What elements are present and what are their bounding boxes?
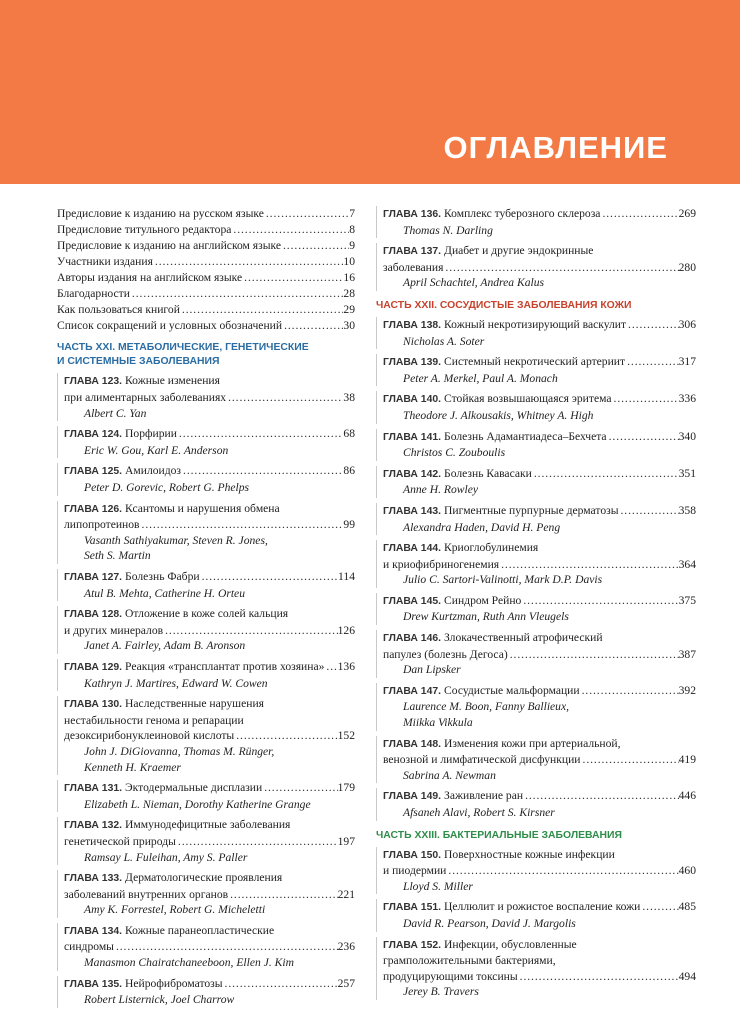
chapter-entry (57, 870, 355, 918)
chapter-number: ГЛАВА 128. (64, 609, 123, 621)
entry-title: дезоксирибонуклеиновой кислоты (64, 729, 235, 743)
dot-leader (264, 206, 349, 222)
entry-title: ГЛАВА 145. Синдром Рейно (383, 593, 522, 607)
chapter-authors: Laurence M. Boon, Fanny Ballieux, (403, 700, 570, 714)
page-number: 136 (337, 659, 355, 673)
toc-entry-line: ГЛАВА 152. Инфекции, обусловленные (383, 937, 696, 954)
page-number: 86 (343, 464, 355, 478)
entry-title: липопротеинов (64, 518, 140, 532)
chapter-authors: Anne H. Rowley (403, 483, 479, 497)
toc-entry-line (383, 683, 696, 700)
dot-leader (130, 286, 343, 302)
dot-leader (228, 887, 338, 903)
chapter-number: ГЛАВА 151. (383, 902, 442, 914)
part-heading: ЧАСТЬ XXI. МЕТАБОЛИЧЕСКИЕ, ГЕНЕТИЧЕСКИЕ И СИСТЕМНЫЕ ЗАБОЛЕВАНИЯ (57, 342, 309, 368)
dot-leader (626, 317, 679, 333)
chapter-authors: Atul B. Mehta, Catherine H. Orteu (84, 586, 245, 600)
toc-entry-line (383, 593, 696, 610)
chapter-authors: Theodore J. Alkousakis, Whitney A. High (403, 408, 594, 422)
toc-entry-line: грамположительными бактериями, (383, 954, 556, 968)
dot-leader (581, 752, 679, 768)
chapter-number: ГЛАВА 132. (64, 820, 123, 832)
chapter-number: ГЛАВА 144. (383, 543, 442, 555)
dot-leader (508, 647, 679, 663)
chapter-authors: Robert Listernick, Joel Charrow (84, 993, 235, 1007)
dot-leader (223, 976, 338, 992)
chapter-entry (57, 606, 355, 654)
chapter-number: ГЛАВА 126. (64, 503, 123, 515)
dot-leader (446, 863, 678, 879)
toc-entry-line (383, 788, 696, 805)
dot-leader (282, 318, 343, 334)
page-number: 197 (337, 834, 355, 848)
entry-title: Предисловие титульного редактора (57, 222, 232, 236)
dot-leader (518, 969, 679, 985)
page-number: 419 (678, 753, 696, 767)
chapter-entry (376, 899, 696, 931)
chapter-number: ГЛАВА 143. (383, 505, 442, 517)
dot-leader (580, 683, 679, 699)
dot-leader (176, 834, 338, 850)
page-number: 29 (343, 302, 355, 316)
dot-leader (600, 206, 678, 222)
chapter-authors: John J. DiGiovanna, Thomas M. Rünger, (84, 744, 275, 758)
page-number: 269 (678, 207, 696, 220)
toc-entry-line (57, 318, 355, 334)
page-number: 446 (678, 789, 696, 803)
page-number: 340 (678, 429, 696, 443)
entry-title: папулез (болезнь Дегоса) (383, 647, 508, 661)
page-number: 152 (337, 729, 355, 743)
entry-title: ГЛАВА 131. Эктодермальные дисплазии (64, 781, 263, 795)
toc-entry-line (64, 390, 355, 406)
chapter-authors: Afsaneh Alavi, Robert S. Kirsner (403, 806, 555, 819)
toc-entry-line: ГЛАВА 132. Иммунодефицитные заболевания (64, 817, 355, 834)
page-number: 485 (678, 900, 696, 914)
page-number: 10 (343, 254, 355, 268)
entry-title: ГЛАВА 129. Реакция «трансплантат против хозяина» (64, 659, 325, 673)
chapter-authors: Kathryn J. Martires, Edward W. Cowen (84, 676, 268, 690)
toc-entry-line: ГЛАВА 150. Поверхностные кожные инфекции (383, 847, 696, 864)
chapter-authors: Vasanth Sathiyakumar, Steven R. Jones, (84, 533, 268, 547)
chapter-authors: Peter D. Gorevic, Robert G. Phelps (84, 481, 250, 495)
toc-entry-line (64, 569, 355, 586)
toc-entry-line (383, 863, 696, 879)
chapter-number: ГЛАВА 133. (64, 873, 123, 885)
entry-title: ГЛАВА 138. Кожный некротизирующий васкулит (383, 317, 627, 331)
dot-leader (177, 426, 343, 442)
chapter-authors: Thomas N. Darling (403, 223, 493, 237)
page-number: 68 (343, 427, 355, 441)
chapter-authors: Elizabeth L. Nieman, Dorothy Katherine Grange (84, 797, 311, 811)
dot-leader (200, 569, 338, 585)
entry-title: и пиодермии (383, 864, 447, 878)
entry-title: Авторы издания на английском языке (57, 270, 243, 284)
chapter-number: ГЛАВА 129. (64, 661, 123, 673)
page-number: 16 (343, 270, 355, 284)
entry-title: и криофибриногенемия (383, 557, 500, 571)
entry-title: ГЛАВА 140. Стойкая возвышающаяся эритема (383, 392, 612, 406)
page-number: 358 (678, 503, 696, 517)
chapter-entry (57, 426, 355, 458)
chapter-entry (376, 593, 696, 625)
entry-title: ГЛАВА 147. Сосудистые мальформации (383, 683, 580, 697)
page-number: 7 (349, 207, 355, 220)
toc-entry-line (64, 887, 355, 903)
chapter-number: ГЛАВА 125. (64, 466, 123, 478)
toc-entry-line: нестабильности генома и репарации (64, 713, 244, 727)
chapter-entry (376, 937, 696, 1000)
chapter-entry (376, 206, 696, 238)
dot-leader (607, 429, 679, 445)
entry-title: ГЛАВА 127. Болезнь Фабри (64, 570, 200, 584)
toc-entry-line: ГЛАВА 130. Наследственные нарушения (64, 696, 355, 713)
toc-entry-line: ГЛАВА 133. Дерматологические проявления (64, 870, 355, 887)
chapter-authors: Miikka Vikkula (403, 716, 473, 730)
page-number: 114 (338, 570, 355, 584)
chapter-authors: Seth S. Martin (84, 549, 151, 563)
toc-entry-line (383, 752, 696, 768)
dot-leader (140, 517, 344, 533)
chapter-number: ГЛАВА 140. (383, 394, 442, 406)
toc-entry-line (64, 659, 355, 676)
page-title: ОГЛАВЛЕНИЕ (443, 130, 668, 165)
dot-leader (625, 354, 679, 370)
toc-entry-line (383, 391, 696, 408)
chapter-entry (57, 817, 355, 865)
part-heading: ЧАСТЬ XXIII. БАКТЕРИАЛЬНЫЕ ЗАБОЛЕВАНИЯ (376, 829, 622, 841)
dot-leader (153, 254, 344, 270)
entry-title: продуцирующими токсины (383, 969, 518, 983)
page-number: 280 (678, 260, 696, 274)
chapter-number: ГЛАВА 137. (383, 246, 442, 258)
toc-entry-line (64, 623, 355, 639)
chapter-number: ГЛАВА 150. (383, 849, 442, 861)
chapter-authors: Julio C. Sartori-Valinotti, Mark D.P. Davis (403, 573, 603, 587)
chapter-entry (57, 923, 355, 971)
chapter-number: ГЛАВА 148. (383, 738, 442, 750)
header-banner (0, 0, 740, 184)
page-number: 364 (678, 557, 696, 571)
toc-entry-line (64, 780, 355, 797)
entry-title: генетической природы (64, 834, 176, 848)
entry-title: Список сокращений и условных обозначений (57, 318, 283, 332)
chapter-authors: Drew Kurtzman, Ruth Ann Vleugels (403, 610, 569, 624)
chapter-entry (376, 429, 696, 461)
toc-entry-line (383, 466, 696, 483)
page-number: 126 (337, 623, 355, 637)
page-number: 179 (337, 781, 355, 795)
chapter-number: ГЛАВА 139. (383, 357, 442, 369)
entry-title: и других минералов (64, 623, 164, 637)
chapter-number: ГЛАВА 124. (64, 429, 123, 441)
chapter-authors: Kenneth H. Kraemer (84, 760, 181, 774)
dot-leader (226, 390, 343, 406)
dot-leader (234, 728, 337, 744)
entry-title: ГЛАВА 141. Болезнь Адамантиадеса–Бехчета (383, 429, 607, 443)
page-number: 9 (349, 238, 355, 252)
chapter-authors: Sabrina A. Newman (403, 768, 496, 782)
chapter-number: ГЛАВА 138. (383, 319, 442, 331)
page-number: 375 (678, 593, 696, 607)
chapter-number: ГЛАВА 145. (383, 595, 442, 607)
dot-leader (231, 222, 349, 238)
chapter-entry (376, 466, 696, 498)
entry-title: ГЛАВА 151. Целлюлит и рожистое воспаление кожи (383, 900, 641, 914)
entry-title: ГЛАВА 125. Амилоидоз (64, 464, 182, 478)
entry-title: Предисловие к изданию на английском языке (57, 238, 281, 252)
chapter-number: ГЛАВА 123. (64, 376, 123, 388)
toc-entry-line (383, 317, 696, 334)
dot-leader (640, 899, 678, 915)
dot-leader (532, 466, 679, 482)
dot-leader (114, 939, 338, 955)
toc-entry-line (64, 976, 355, 993)
chapter-entry (57, 976, 355, 1008)
dot-leader (181, 463, 343, 479)
page-number: 221 (337, 887, 355, 901)
entry-title: ГЛАВА 149. Заживление ран (383, 789, 524, 803)
toc-entry-line: ГЛАВА 137. Диабет и другие эндокринные (383, 243, 696, 260)
entry-title: Благодарности (57, 286, 130, 300)
chapter-number: ГЛАВА 149. (383, 791, 442, 803)
chapter-number: ГЛАВА 127. (64, 572, 123, 584)
page-number: 257 (337, 976, 355, 990)
chapter-entry (57, 501, 355, 564)
chapter-entry (376, 736, 696, 784)
toc-entry-line: ГЛАВА 134. Кожные паранеопластические (64, 923, 355, 940)
entry-title: ГЛАВА 139. Системный некротический артериит (383, 355, 626, 369)
chapter-authors: Jerey B. Travers (403, 985, 479, 999)
toc-entry-line (64, 463, 355, 480)
chapter-entry (57, 659, 355, 691)
entry-title: ГЛАВА 142. Болезнь Кавасаки (383, 466, 532, 480)
chapter-authors: Dan Lipsker (403, 663, 461, 677)
toc-entry-line: ГЛАВА 128. Отложение в коже солей кальция (64, 606, 355, 623)
toc-entry-line (57, 270, 355, 286)
chapter-entry (376, 540, 696, 588)
chapter-authors: Christos C. Zouboulis (403, 446, 506, 460)
dot-leader (242, 270, 343, 286)
entry-title: венозной и лимфатической дисфункции (383, 753, 581, 767)
entry-title: Участники издания (57, 254, 153, 268)
page-number: 236 (337, 940, 355, 954)
entry-title: заболеваний внутренних органов (64, 887, 229, 901)
chapter-number: ГЛАВА 142. (383, 468, 442, 480)
entry-title: ГЛАВА 136. Комплекс туберозного склероза (383, 207, 601, 220)
chapter-entry (376, 847, 696, 895)
page-number: 392 (678, 683, 696, 697)
toc-entry-line (383, 557, 696, 573)
dot-leader (499, 557, 678, 573)
chapter-entry (376, 683, 696, 731)
chapter-number: ГЛАВА 136. (383, 209, 442, 220)
chapter-number: ГЛАВА 141. (383, 431, 442, 443)
page-number: 30 (343, 318, 355, 332)
entry-title: заболевания (383, 260, 444, 274)
chapter-authors: Lloyd S. Miller (403, 879, 473, 893)
toc-right-column (376, 206, 696, 1005)
page-number: 387 (678, 647, 696, 661)
chapter-authors: Janet A. Fairley, Adam B. Aronson (84, 639, 246, 653)
chapter-entry (376, 503, 696, 535)
chapter-authors: Alexandra Haden, David H. Peng (403, 520, 561, 534)
chapter-number: ГЛАВА 146. (383, 633, 442, 645)
chapter-authors: David R. Pearson, David J. Margolis (403, 916, 576, 930)
toc-left-column (57, 206, 355, 1013)
toc-entry-line (64, 426, 355, 443)
chapter-number: ГЛАВА 134. (64, 925, 123, 937)
page-number: 351 (678, 466, 696, 480)
entry-title: Предисловие к изданию на русском языке (57, 207, 264, 220)
dot-leader (163, 623, 338, 639)
chapter-number: ГЛАВА 147. (383, 685, 442, 697)
toc-entry-line: ГЛАВА 146. Злокачественный атрофический (383, 630, 696, 647)
toc-entry-line: ГЛАВА 123. Кожные изменения (64, 373, 355, 390)
toc-entry-line (383, 354, 696, 371)
toc-entry-line (57, 238, 355, 254)
chapter-entry (57, 569, 355, 601)
toc-entry-line (383, 647, 696, 663)
part-heading: ЧАСТЬ XXII. СОСУДИСТЫЕ ЗАБОЛЕВАНИЯ КОЖИ (376, 299, 632, 311)
toc-entry-line (383, 503, 696, 520)
toc-entry-line (57, 222, 355, 238)
chapter-authors: Manasmon Chairatchaneeboon, Ellen J. Kim (84, 956, 294, 970)
chapter-authors: Nicholas A. Soter (403, 334, 485, 348)
toc-entry-line (57, 302, 355, 318)
entry-title: ГЛАВА 124. Порфирии (64, 427, 177, 441)
page-number: 8 (349, 222, 355, 236)
chapter-number: ГЛАВА 131. (64, 783, 123, 795)
entry-title: ГЛАВА 135. Нейрофиброматозы (64, 976, 223, 990)
chapter-entry (57, 696, 355, 775)
chapter-authors: April Schachtel, Andrea Kalus (403, 276, 545, 290)
entry-title: ГЛАВА 143. Пигментные пурпурные дерматозы (383, 503, 619, 517)
toc-entry-line (64, 939, 355, 955)
entry-title: при алиментарных заболеваниях (64, 391, 227, 405)
page-number: 336 (678, 392, 696, 406)
entry-title: Как пользоваться книгой (57, 302, 180, 316)
chapter-entry (376, 788, 696, 820)
toc-entry-line: ГЛАВА 148. Изменения кожи при артериальной, (383, 736, 696, 753)
dot-leader (619, 503, 679, 519)
dot-leader (612, 391, 679, 407)
dot-leader (523, 788, 679, 804)
chapter-entry (376, 354, 696, 386)
chapter-entry (376, 391, 696, 423)
dot-leader (324, 659, 337, 675)
chapter-authors: Albert C. Yan (84, 406, 147, 420)
toc-entry-line (64, 728, 355, 744)
toc-entry-line: ГЛАВА 126. Ксантомы и нарушения обмена (64, 501, 355, 518)
chapter-entry (57, 463, 355, 495)
chapter-entry (376, 630, 696, 678)
toc-entry-line (57, 254, 355, 270)
toc-entry-line (64, 517, 355, 533)
chapter-number: ГЛАВА 130. (64, 699, 123, 711)
chapter-number: ГЛАВА 135. (64, 978, 123, 990)
dot-leader (180, 302, 344, 318)
toc-entry-line (383, 899, 696, 916)
page-number: 28 (343, 286, 355, 300)
page-number: 460 (678, 864, 696, 878)
chapter-authors: Ramsay L. Fuleihan, Amy S. Paller (84, 850, 248, 864)
entry-title: синдромы (64, 940, 114, 954)
toc-entry-line (383, 206, 696, 223)
toc-entry-line (64, 834, 355, 850)
page-number: 306 (678, 317, 696, 331)
toc-entry-line (383, 260, 696, 276)
toc-entry-line (57, 206, 355, 222)
chapter-number: ГЛАВА 152. (383, 939, 442, 951)
dot-leader (262, 780, 337, 796)
chapter-entry (376, 243, 696, 291)
chapter-authors: Peter A. Merkel, Paul A. Monach (403, 371, 558, 385)
toc-entry-line (383, 969, 696, 985)
page-number: 99 (343, 518, 355, 532)
chapter-authors: Eric W. Gou, Karl E. Anderson (84, 443, 229, 457)
chapter-entry (57, 780, 355, 812)
chapter-entry (57, 373, 355, 421)
toc-entry-line (383, 429, 696, 446)
dot-leader (281, 238, 349, 254)
page-number: 38 (343, 391, 355, 405)
chapter-authors: Amy K. Forrestel, Robert G. Micheletti (84, 903, 266, 917)
toc-entry-line (57, 286, 355, 302)
chapter-entry (376, 317, 696, 349)
toc-entry-line: ГЛАВА 144. Криоглобулинемия (383, 540, 696, 557)
page-number: 317 (678, 355, 696, 369)
page-number: 494 (678, 969, 696, 983)
dot-leader (443, 260, 678, 276)
dot-leader (521, 593, 678, 609)
